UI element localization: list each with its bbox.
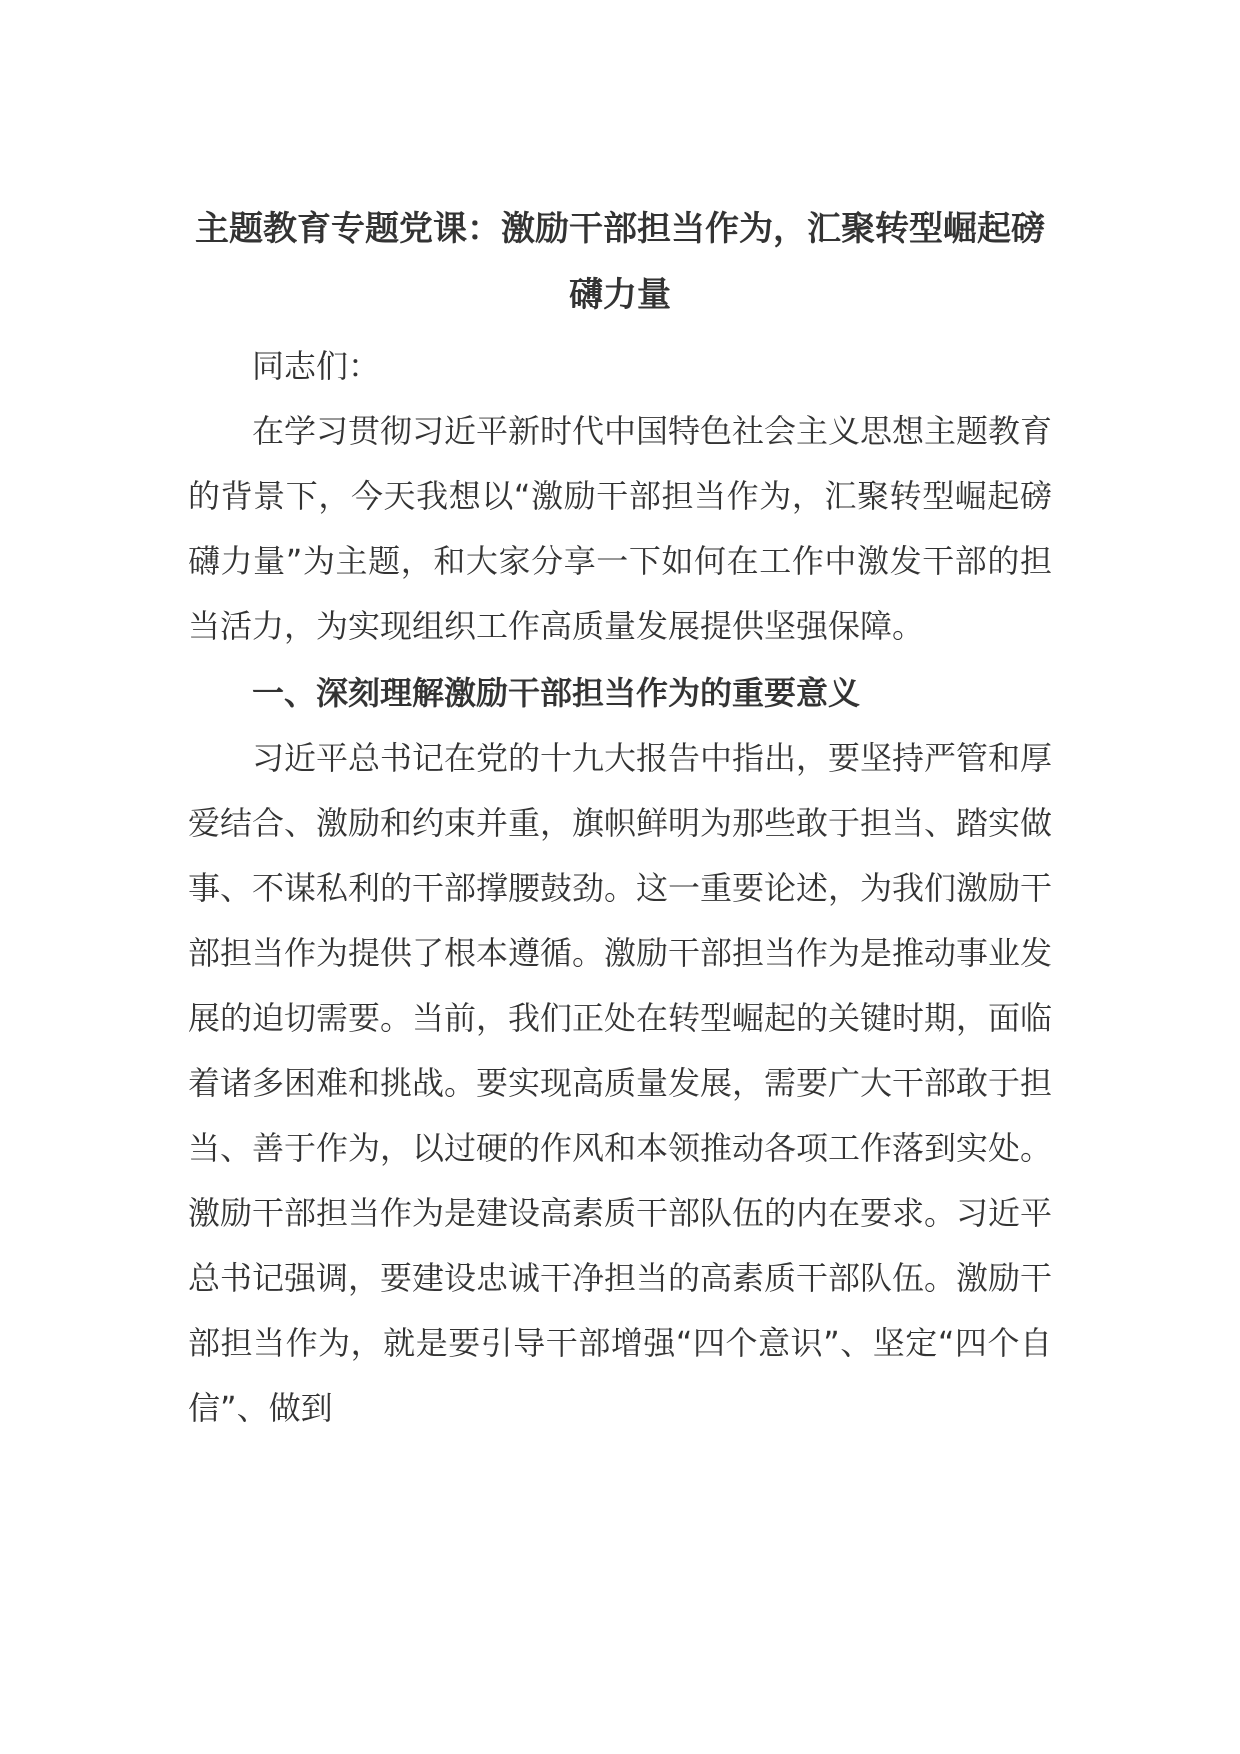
document-title: 主题教育专题党课：激励干部担当作为，汇聚转型崛起磅礴力量 [195, 209, 1045, 315]
greeting: 同志们： [252, 347, 381, 385]
section-heading: 一、深刻理解激励干部担当作为的重要意义 [252, 674, 861, 712]
intro-paragraph: 在学习贯彻习近平新时代中国特色社会主义思想主题教育的背景下，今天我想以“激励干部担当作为，汇聚转型崛起磅礴力量”为主题，和大家分享一下如何在工作中激发干部的担当活力，为实现组织工作高质量发展提供坚强保障。 [188, 412, 1053, 645]
document-body [188, 196, 1052, 1441]
body-paragraph: 习近平总书记在党的十九大报告中指出，要坚持严管和厚爱结合、激励和约束并重，旗帜鲜明为那些敢于担当、踏实做事、不谋私利的干部撑腰鼓劲。这一重要论述，为我们激励干部担当作为提供了根本遵循。激励干部担当作为是推动事业发展的迫切需要。当前，我们正处在转型崛起的关键时期，面临着诸多困难和挑战。要实现高质量发展，需要广大干部敢于担当、善于作为，以过硬的作风和本领推动各项工作落到实处。激励干部担当作为是建设高素质干部队伍的内在要求。习近平总书记强调，要建设忠诚干净担当的高素质干部队伍。激励干部担当作为，就是要引导干部增强“四个意识”、坚定“四个自信”、做到 [188, 739, 1053, 1427]
